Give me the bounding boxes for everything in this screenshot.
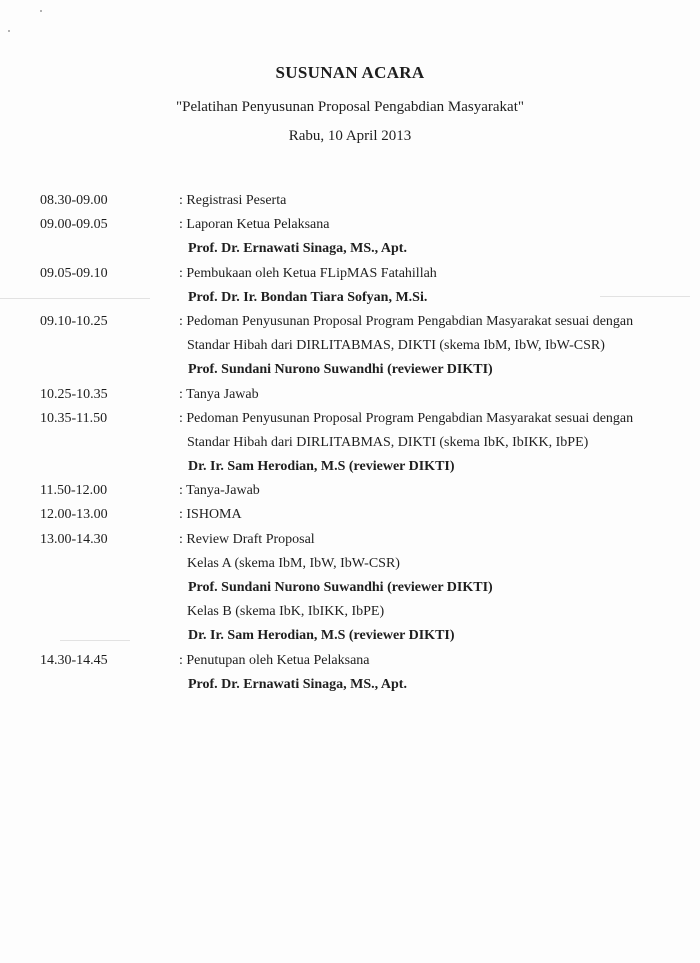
agenda-row (40, 286, 680, 310)
agenda-row (40, 237, 680, 261)
agenda-item-continuation: Standar Hibah dari DIRLITABMAS, DIKTI (skema IbM, IbW, IbW-CSR) (187, 338, 605, 354)
agenda-time: 08.30-09.00 (40, 193, 108, 208)
agenda-time: 10.25-10.35 (40, 386, 108, 402)
agenda-row (40, 479, 680, 503)
agenda-speaker: Prof. Sundani Nurono Suwandhi (reviewer DIKTI) (188, 580, 493, 595)
agenda-schedule (40, 189, 680, 697)
agenda-row (40, 673, 680, 697)
agenda-item: : Penutupan oleh Ketua Pelaksana (179, 652, 370, 668)
agenda-row (40, 407, 680, 431)
agenda-item: : Tanya-Jawab (179, 483, 260, 499)
agenda-speaker: Prof. Dr. Ernawati Sinaga, MS., Apt. (188, 676, 407, 692)
agenda-time: 10.35-11.50 (40, 410, 108, 426)
agenda-row (40, 503, 680, 527)
agenda-row (40, 358, 680, 382)
agenda-item: : Review Draft Proposal (179, 531, 315, 547)
agenda-item: : Pedoman Penyusunan Proposal Program Pengabdian Masyarakat sesuai dengan (179, 313, 634, 329)
agenda-item-continuation: Kelas A (skema IbM, IbW, IbW-CSR) (187, 555, 400, 571)
agenda-time: 09.00-09.05 (40, 217, 108, 233)
agenda-row (40, 262, 680, 286)
agenda-row (40, 552, 680, 576)
agenda-row (40, 431, 680, 455)
agenda-item: : ISHOMA (179, 507, 242, 523)
agenda-row (40, 624, 680, 648)
agenda-speaker: Dr. Ir. Sam Herodian, M.S (reviewer DIKTI) (188, 628, 455, 644)
agenda-time: 09.10-10.25 (40, 313, 108, 329)
agenda-speaker: Prof. Sundani Nurono Suwandhi (reviewer DIKTI) (188, 362, 493, 378)
agenda-row (40, 213, 680, 237)
agenda-row (40, 649, 680, 673)
agenda-row (40, 310, 680, 334)
agenda-row (40, 334, 680, 358)
agenda-row (40, 189, 680, 213)
agenda-item-continuation: Kelas B (skema IbK, IbIKK, IbPE) (187, 604, 385, 620)
agenda-row (40, 383, 680, 407)
agenda-item: : Tanya Jawab (179, 386, 259, 402)
event-date: Rabu, 10 April 2013 (288, 128, 412, 144)
agenda-item-continuation: Standar Hibah dari DIRLITABMAS, DIKTI (skema IbK, IbIKK, IbPE) (187, 434, 589, 450)
event-subtitle: "Pelatihan Penyusunan Proposal Pengabdian Masyarakat" (175, 99, 524, 115)
agenda-speaker: Dr. Ir. Sam Herodian, M.S (reviewer DIKTI) (188, 459, 455, 475)
agenda-speaker: Prof. Dr. Ernawati Sinaga, MS., Apt. (188, 241, 407, 257)
agenda-row (40, 455, 680, 479)
scan-speck (8, 30, 10, 32)
agenda-time: 09.05-09.10 (40, 265, 108, 281)
agenda-row (40, 600, 680, 624)
scan-speck (40, 10, 42, 12)
agenda-row (40, 576, 680, 600)
agenda-time: 14.30-14.45 (40, 652, 108, 668)
agenda-speaker: Prof. Dr. Ir. Bondan Tiara Sofyan, M.Si. (188, 289, 428, 305)
agenda-time: 13.00-14.30 (40, 531, 108, 547)
agenda-item: : Laporan Ketua Pelaksana (179, 217, 330, 233)
agenda-row (40, 528, 680, 552)
agenda-item: : Registrasi Peserta (179, 193, 287, 208)
agenda-item: : Pedoman Penyusunan Proposal Program Pengabdian Masyarakat sesuai dengan (179, 410, 634, 426)
page-title: SUSUNAN ACARA (275, 63, 425, 82)
agenda-time: 11.50-12.00 (40, 483, 108, 499)
agenda-time: 12.00-13.00 (40, 507, 108, 523)
agenda-item: : Pembukaan oleh Ketua FLipMAS Fatahillah (179, 265, 437, 281)
